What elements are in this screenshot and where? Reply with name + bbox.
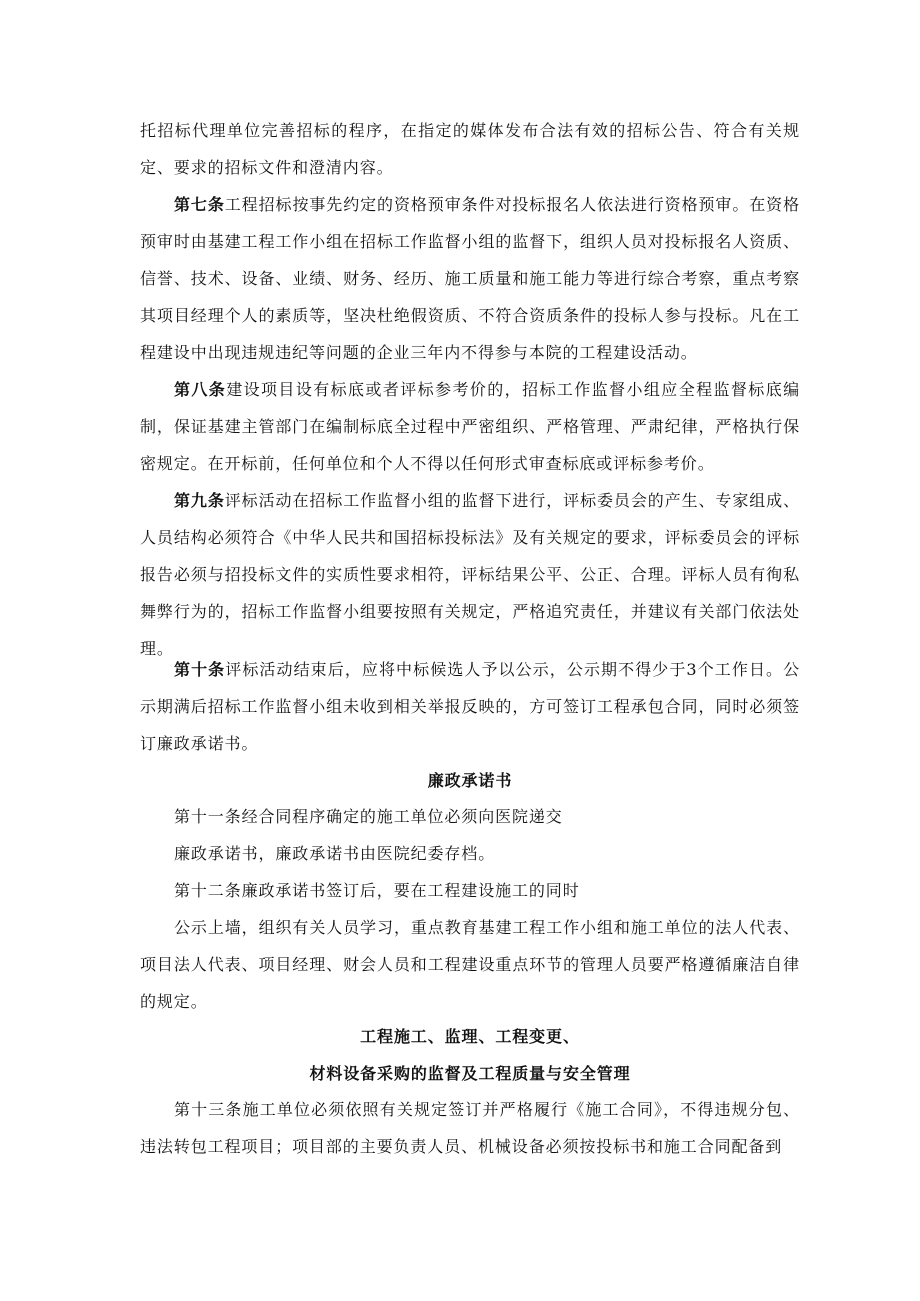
heading-commitment: 廉政承诺书 — [427, 771, 513, 790]
article-10-text: 评标活动结束后，应将中标候选人予以公示，公示期不得少于3个工作日。公示期满后招标工作监督小组未收到相关举报反映的，方可签订工程承包合同，同时必须签订廉政承诺书。 — [140, 660, 801, 753]
article-12-rest: 公示上墙，组织有关人员学习，重点教育基建工程工作小组和施工单位的法人代表、项目法人代表、项目经理、财会人员和工程建设重点环节的管理人员要严格遵循廉洁自律的规定。 — [140, 918, 800, 1011]
article-7-lead: 第七条 — [174, 195, 225, 214]
article-10-lead: 第十条 — [174, 660, 226, 679]
article-10 — [140, 651, 800, 762]
article-7 — [140, 186, 800, 371]
paragraph-intro — [140, 112, 800, 186]
article-7-text: 工程招标按事先约定的资格预审条件对投标报名人依法进行资格预审。在资格预审时由基建工程工作小组在招标工作监督小组的监督下，组织人员对投标报名人资质、信誉、技术、设备、业绩、财务、经历、施工质量和施工能力等进行综合考察，重点考察其项目经理个人的素质等，坚决杜绝假资质、不符合资质条件的投标人参与投标。凡在工程建设中出现违规违纪等问题的企业三年内不得参与本院的工程建设活动。 — [140, 195, 800, 362]
article-8 — [140, 371, 800, 482]
article-8-text: 建设项目设有标底或者评标参考价的，招标工作监督小组应全程监督标底编制，保证基建主管部门在编制标底全过程中严密组织、严格管理、严肃纪律，严格执行保密规定。在开标前，任何单位和个人不得以任何形式审查标底或评标参考价。 — [140, 380, 801, 473]
article-9-lead: 第九条 — [174, 491, 225, 510]
article-8-lead: 第八条 — [174, 380, 227, 399]
paragraph-intro-text: 托招标代理单位完善招标的程序，在指定的媒体发布合法有效的招标公告、符合有关规定、要求的招标文件和澄清内容。 — [140, 121, 800, 177]
article-11-line-2: 廉政承诺书，廉政承诺书由医院纪委存档。 — [174, 844, 496, 863]
article-9 — [140, 482, 800, 667]
article-9-text: 评标活动在招标工作监督小组的监督下进行，评标委员会的产生、专家组成、人员结构必须符合《中华人民共和国招标投标法》及有关规定的要求，评标委员会的评标报告必须与招投标文件的实质性要求相符，评标结果公平、公正、合理。评标人员有徇私舞弊行为的，招标工作监督小组要按照有关规定，严格追究责任，并建议有关部门依法处理。 — [140, 491, 800, 658]
heading-construction-line-1: 工程施工、监理、工程变更、 — [360, 1027, 580, 1046]
heading-construction-line-2: 材料设备采购的监督及工程质量与安全管理 — [309, 1064, 631, 1083]
article-13: 第十三条施工单位必须依照有关规定签订并严格履行《施工合同》，不得违规分包、违法转包工程项目；项目部的主要负责人员、机械设备必须按投标书和施工合同配备到 — [140, 1100, 800, 1156]
article-12-line-1: 第十二条廉政承诺书签订后，要在工程建设施工的同时 — [174, 881, 580, 900]
article-11-line-1: 第十一条经合同程序确定的施工单位必须向医院递交 — [174, 807, 563, 826]
